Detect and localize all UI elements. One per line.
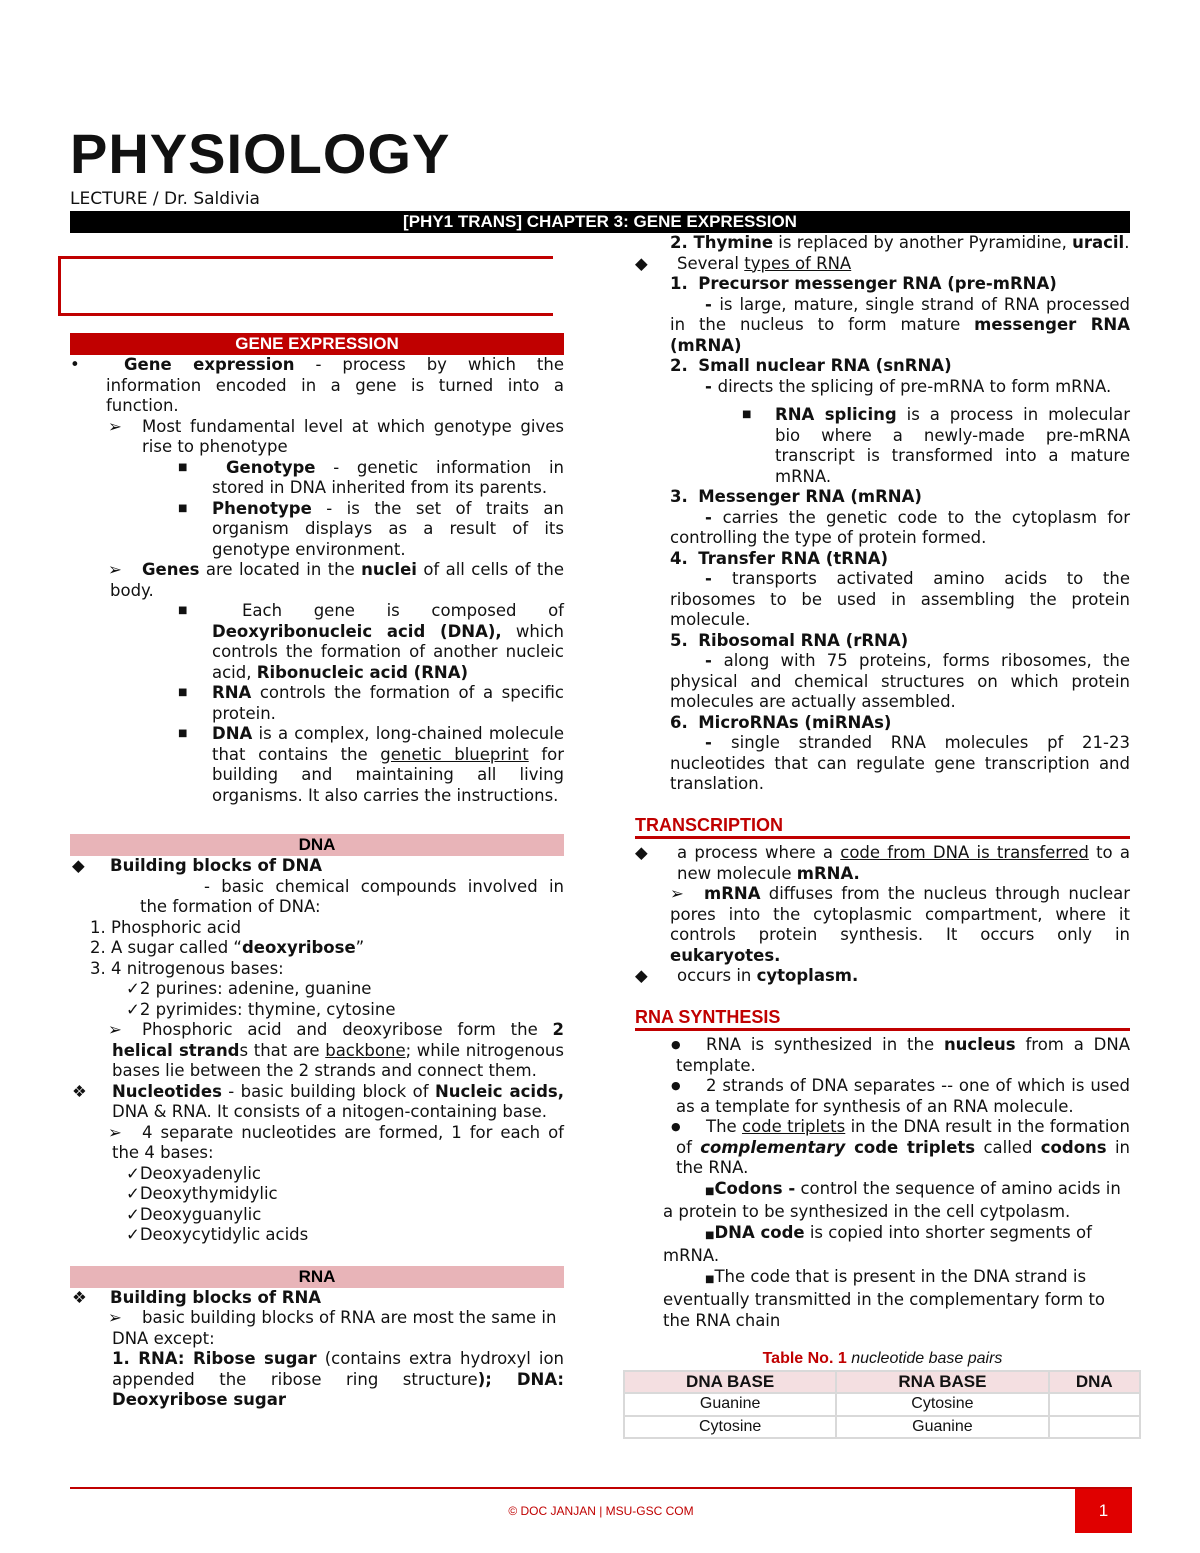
check-icon: ✓ (126, 1163, 140, 1183)
dna-heading: DNA (70, 834, 564, 856)
transcription-item-1: ◆ a process where a code from DNA is transferred to a new molecule mRNA. (635, 843, 1130, 883)
pyrimides-item: ✓2 pyrimides: thymine, cytosine (126, 999, 396, 1019)
table-cell: Guanine (836, 1416, 1048, 1439)
transcription-item-2: ➢ mRNA diffuses from the nucleus through nuclear pores into the cytoplasmic compartment, where it controls protein synthesis. It occurs only in eukaryotes. (670, 884, 1130, 965)
rna-type-3-desc: - carries the genetic code to the cytoplasm for controlling the type of protein formed. (670, 507, 1130, 547)
thymine-item: 2. Thymine is replaced by another Pyramidine, uracil. (670, 233, 1130, 252)
genes-item: ➢ Genes are located in the nuclei of all cells of the body. (108, 560, 564, 600)
dna-bb-desc: - basic chemical compounds involved in the formation of DNA: (140, 876, 564, 916)
gene-expression-heading: GENE EXPRESSION (70, 333, 564, 355)
table-cell: Cytosine (836, 1393, 1048, 1416)
rna-splicing-item: ■ RNA splicing is a process in molecular bio where a newly-made pre-mRNA transcript is transformed into a mature mRNA. (742, 405, 1130, 486)
phosphoric-item: ➢ Phosphoric acid and deoxyribose form the 2 helical strands that are backbone; while nitrogenous bases lie between the 2 strands and connect them. (108, 1020, 564, 1080)
check-item: ✓Deoxycytidylic acids (126, 1225, 309, 1244)
several-types-item: ◆ Several types of RNA (635, 253, 852, 273)
rna-type-5: 5. Ribosomal RNA (rRNA) (670, 630, 909, 650)
check-icon: ✓ (126, 979, 140, 998)
dna-code-item: ■DNA code is copied into shorter segments of mRNA. (663, 1222, 1092, 1265)
check-icon: ✓ (126, 1204, 140, 1224)
rna-type-3: 3. Messenger RNA (mRNA) (670, 487, 922, 506)
rna-type-4: 4. Transfer RNA (tRNA) (670, 548, 889, 568)
rna-type-1-desc: - is large, mature, single strand of RNA processed in the nucleus to form mature messenger RNA (mRNA) (670, 294, 1130, 355)
dna-item-2: 2. A sugar called “deoxyribose” (90, 938, 365, 957)
table-row (624, 1416, 1140, 1439)
rna-basic-item: ➢ basic building blocks of RNA are most the same in DNA except: (108, 1308, 557, 1348)
rna-type-2: 2. Small nuclear RNA (snRNA) (670, 356, 952, 375)
check-item: ✓Deoxyadenylic (126, 1163, 261, 1183)
table-cell (1049, 1393, 1140, 1416)
transcription-heading: TRANSCRIPTION (635, 815, 1130, 840)
check-icon: ✓ (126, 1225, 140, 1244)
table-header: DNA (1049, 1371, 1140, 1394)
synthesis-bullet-1: ● RNA is synthesized in the nucleus from a DNA template. (671, 1035, 1130, 1075)
rna-building-blocks: ❖ Building blocks of RNA (72, 1287, 322, 1307)
check-item: ✓Deoxyguanylic (126, 1204, 262, 1224)
synthesis-bullet-2: ● 2 strands of DNA separates -- one of which is used as a template for synthesis of an RNA molecule. (671, 1076, 1130, 1116)
lecture-label: LECTURE / Dr. Saldivia (70, 189, 260, 209)
phenotype-item: ■ Phenotype - is the set of traits an organism displays as a result of its genotype environment. (178, 498, 564, 559)
rna-type-5-desc: - along with 75 proteins, forms ribosomes, the physical and chemical structures on which protein molecules are actually assembled. (670, 651, 1130, 711)
page-title: PHYSIOLOGY (70, 122, 451, 185)
footer-credit: © DOC JANJAN | MSU-GSC COM (508, 1504, 694, 1518)
rna-heading: RNA (70, 1266, 564, 1288)
each-gene-item: ■ Each gene is composed of Deoxyribonucleic acid (DNA), which controls the formation of another nucleic acid, Ribonucleic acid (RNA) (178, 601, 564, 682)
purines-item: ✓2 purines: adenine, guanine (126, 979, 372, 998)
check-icon: ✓ (126, 999, 140, 1019)
nucleotides-item: ❖ Nucleotides - basic building block of Nucleic acids, DNA & RNA. It consists of a nitogen-containing base. (72, 1081, 564, 1121)
footer-divider (70, 1487, 1132, 1489)
right-column (635, 233, 1130, 1439)
four-nucleotides-item: ➢ 4 separate nucleotides are formed, 1 for each of the 4 bases: (108, 1122, 564, 1162)
check-item: ✓Deoxythymidylic (126, 1184, 278, 1203)
check-icon: ✓ (126, 1184, 140, 1203)
page-number: 1 (1075, 1489, 1132, 1533)
table-row (624, 1393, 1140, 1416)
table-header: DNA BASE (624, 1371, 836, 1394)
gene-expression-definition: • Gene expression - process by which the information encoded in a gene is turned into a function. (70, 355, 564, 415)
code-present-item: ■The code that is present in the DNA strand is eventually transmitted in the complementary form to the RNA chain (663, 1266, 1106, 1330)
left-column (70, 333, 564, 1411)
chapter-banner: [PHY1 TRANS] CHAPTER 3: GENE EXPRESSION (70, 211, 1130, 233)
transcription-item-3: ◆ occurs in cytoplasm. (635, 966, 859, 985)
codons-item: ■Codons - control the sequence of amino acids in a protein to be synthesized in the cell cytpolasm. (663, 1178, 1121, 1221)
dna-complex-item: ■ DNA is a complex, long-chained molecule that contains the genetic blueprint for building and maintaining all living organisms. It also carries the instructions. (178, 724, 565, 805)
base-pairs-table (623, 1370, 1141, 1440)
rna-synthesis-heading: RNA SYNTHESIS (635, 1007, 1130, 1032)
synthesis-bullet-3: ● The code triplets in the DNA result in the formation of complementary code triplets called codons in the RNA. (671, 1117, 1130, 1177)
rna-controls-item: ■ RNA controls the formation of a specific protein. (178, 683, 564, 723)
table-header: RNA BASE (836, 1371, 1048, 1394)
table-cell: Cytosine (624, 1416, 836, 1439)
rna-type-4-desc: - transports activated amino acids to the ribosomes to be used in assembling the protein molecule. (670, 569, 1130, 629)
table-cell: Guanine (624, 1393, 836, 1416)
table-header-row (624, 1371, 1140, 1394)
dna-building-blocks: ◆ Building blocks of DNA (72, 856, 323, 875)
dna-item-3: 3. 4 nitrogenous bases: (90, 958, 284, 978)
rna-type-6-desc: - single stranded RNA molecules pf 21-23 nucleotides that can regulate gene transcription and translation. (670, 733, 1130, 793)
genotype-item: ■ Genotype - genetic information in stored in DNA inherited from its parents. (178, 457, 564, 497)
dna-item-1: 1. Phosphoric acid (90, 917, 242, 937)
table-cell (1049, 1416, 1140, 1439)
rna-type-1: 1. Precursor messenger RNA (pre-mRNA) (670, 274, 1057, 293)
blank-red-box (58, 256, 553, 316)
rna-type-2-desc: - directs the splicing of pre-mRNA to form mRNA. (705, 376, 1112, 396)
rna-ribose-item: 1. RNA: Ribose sugar (contains extra hydroxyl ion appended the ribose ring structure); DNA: Deoxyribose sugar (112, 1349, 564, 1409)
table-caption: Table No. 1 nucleotide base pairs (762, 1350, 1003, 1367)
most-fundamental-item: ➢ Most fundamental level at which genotype gives rise to phenotype (108, 416, 564, 456)
rna-type-6: 6. MicroRNAs (miRNAs) (670, 712, 892, 732)
